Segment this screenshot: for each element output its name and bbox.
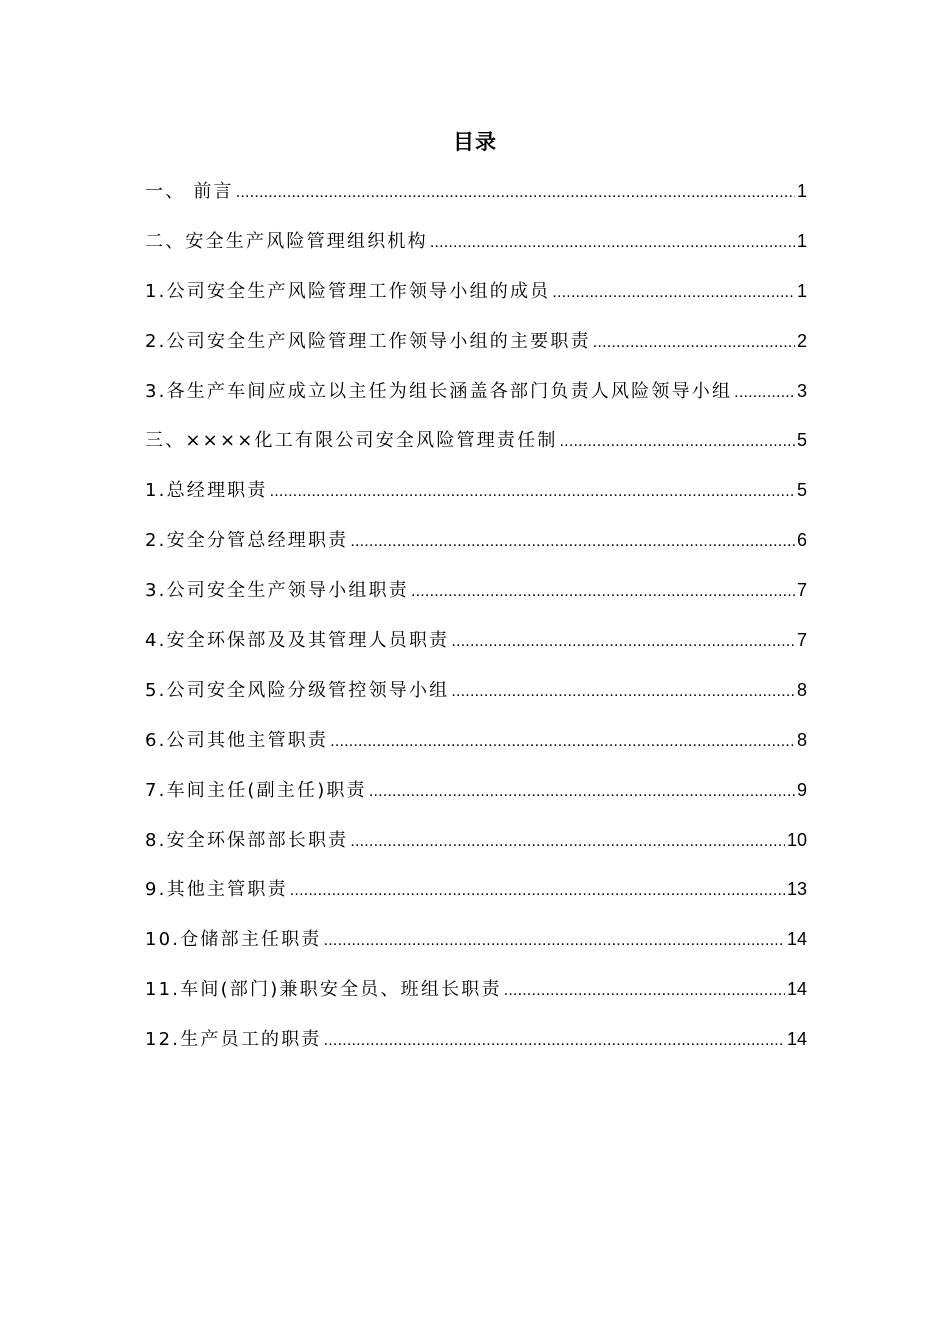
toc-dot-leader [350,522,795,562]
toc-page-number: 9 [796,779,807,800]
toc-entry-other-supervisor-duties[interactable] [145,869,807,919]
toc-entry-text: 12.生产员工的职责 [145,1029,322,1051]
toc-entry-risk-control-group[interactable] [145,670,807,720]
toc-entry-production-staff[interactable] [145,1019,807,1069]
toc-entry-safety-gm[interactable] [145,520,807,570]
toc-entry-general-manager[interactable] [145,470,807,520]
toc-page-number: 7 [796,580,807,601]
toc-entry-env-dept[interactable] [145,620,807,670]
toc-entry-text: 2.公司安全生产风险管理工作领导小组的主要职责 [145,330,591,352]
toc-page-number: 10 [786,829,807,850]
toc-entry-group-duties[interactable] [145,321,807,371]
toc-entry-organization[interactable] [145,221,807,271]
toc-dot-leader [236,173,795,213]
toc-page-number: 8 [796,729,807,750]
toc-page-number: 3 [796,380,807,401]
toc-entry-responsibility-system[interactable] [145,420,807,470]
toc-page-number: 1 [796,280,807,301]
toc-dot-leader [369,772,795,812]
toc-entry-text: 二、安全生产风险管理组织机构 [145,230,428,252]
toc-entry-text: 6.公司其他主管职责 [145,729,329,751]
toc-entry-group-members[interactable] [145,271,807,321]
toc-page-number: 5 [796,430,807,451]
toc-entry-text: 5.公司安全风险分级管控领导小组 [145,679,450,701]
toc-entry-text: 三、××××化工有限公司安全风险管理责任制 [145,430,558,452]
toc-dot-leader [451,672,795,712]
toc-dot-leader [593,323,795,363]
toc-dot-leader [330,722,795,762]
toc-page-number: 5 [796,480,807,501]
toc-dot-leader [451,622,795,662]
toc-entry-safety-officer[interactable] [145,969,807,1019]
toc-list [145,171,807,1069]
toc-dot-leader [290,871,785,911]
toc-dot-leader [324,1021,785,1061]
toc-page-number: 13 [786,879,807,900]
toc-entry-text: 3.各生产车间应成立以主任为组长涵盖各部门负责人风险领导小组 [145,380,733,402]
toc-page-number: 7 [796,630,807,651]
toc-page-number: 14 [786,979,807,1000]
toc-page-number: 14 [786,929,807,950]
toc-entry-text: 11.车间(部门)兼职安全员、班组长职责 [145,979,502,1001]
toc-entry-workshop-director[interactable] [145,770,807,820]
toc-entry-text: 1.公司安全生产风险管理工作领导小组的成员 [145,280,551,302]
toc-entry-env-dept-head[interactable] [145,820,807,870]
toc-entry-text: 2.安全分管总经理职责 [145,530,349,552]
toc-dot-leader [411,572,795,612]
toc-dot-leader [734,373,795,413]
toc-page-number: 1 [796,230,807,251]
toc-entry-text: 7.车间主任(副主任)职责 [145,779,367,801]
toc-dot-leader [560,422,795,462]
toc-entry-text: 1.总经理职责 [145,480,268,502]
toc-entry-text: 4.安全环保部及及其管理人员职责 [145,630,450,652]
toc-entry-text: 一、 前言 [145,181,234,202]
toc-dot-leader [270,472,795,512]
toc-dot-leader [430,223,795,263]
toc-entry-text: 9.其他主管职责 [145,879,288,901]
toc-entry-text: 10.仓储部主任职责 [145,929,322,951]
toc-entry-safety-leadership[interactable] [145,570,807,620]
toc-page-number: 1 [796,181,807,201]
toc-page-number: 2 [796,330,807,351]
toc-entry-workshop-group[interactable] [145,371,807,421]
toc-entry-warehouse-director[interactable] [145,919,807,969]
toc-dot-leader [324,921,785,961]
toc-dot-leader [350,822,785,862]
toc-entry-other-supervisors[interactable] [145,720,807,770]
toc-entry-text: 8.安全环保部部长职责 [145,829,349,851]
toc-dot-leader [504,971,785,1011]
toc-entry-text: 3.公司安全生产领导小组职责 [145,580,409,602]
toc-title: 目录 [453,130,497,154]
toc-page-number: 6 [796,530,807,551]
toc-page-number: 8 [796,679,807,700]
toc-entry-foreword[interactable] [145,171,807,221]
toc-dot-leader [552,273,795,313]
toc-page-number: 14 [786,1029,807,1050]
